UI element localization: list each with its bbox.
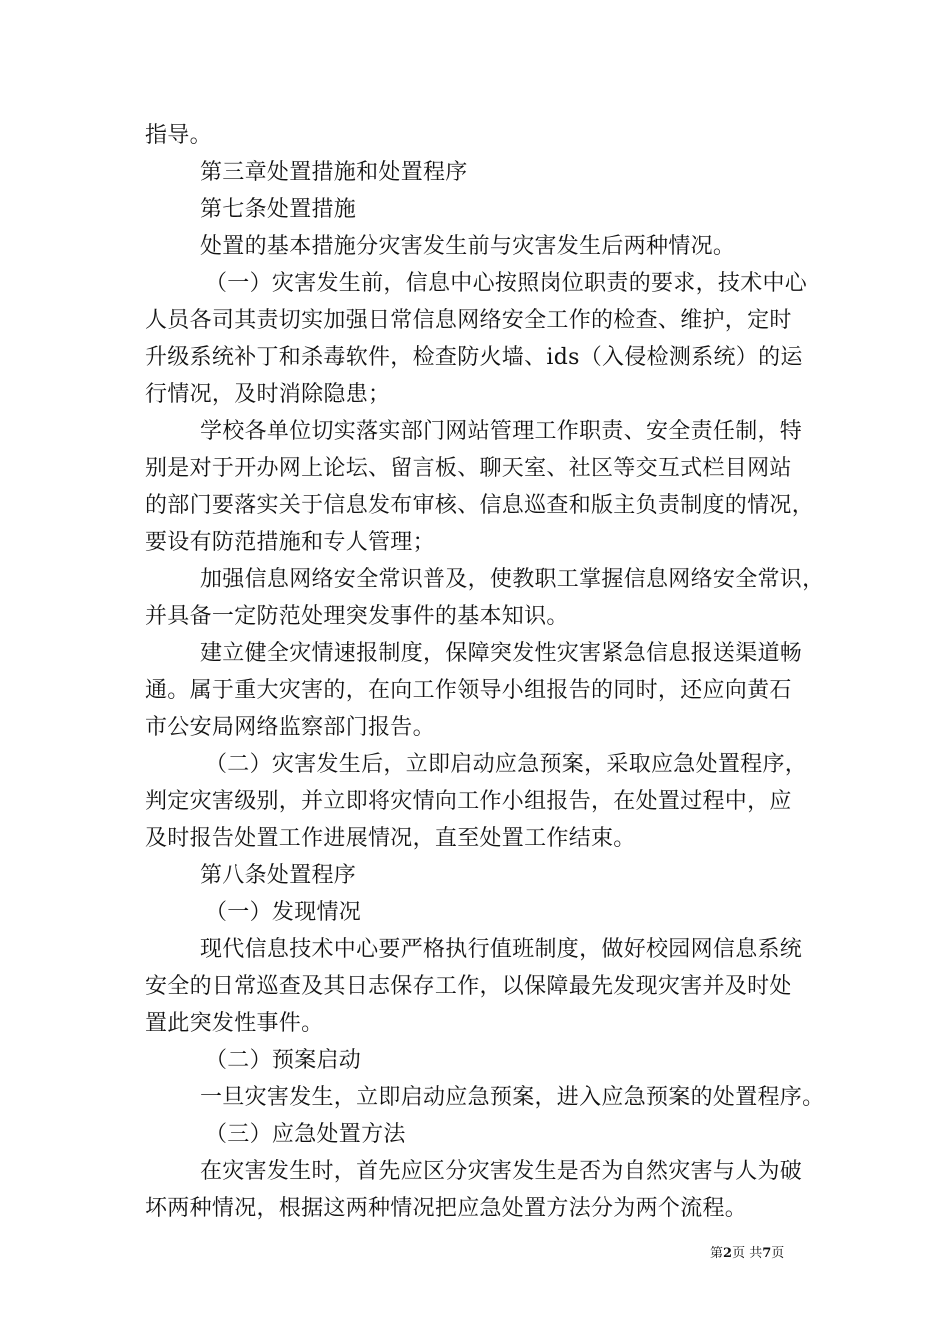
footer-suffix: 页 — [771, 1246, 785, 1261]
text-line: 并具备一定防范处理突发事件的基本知识。 — [145, 604, 569, 629]
text-line: 及时报告处置工作进展情况，直至处置工作结束。 — [145, 826, 636, 851]
chapter-heading: 第三章处置措施和处置程序 — [200, 160, 468, 185]
text-line: 的部门要落实关于信息发布审核、信息巡查和版主负责制度的情况， — [145, 493, 815, 518]
text-line: 指导。 — [145, 123, 212, 148]
text-line: 人员各司其责切实加强日常信息网络安全工作的检查、维护，定时 — [145, 308, 792, 333]
text-line: 市公安局网络监察部门报告。 — [145, 715, 435, 740]
text-line: （二）灾害发生后，立即启动应急预案，采取应急处置程序， — [205, 752, 808, 777]
text-line: 加强信息网络安全常识普及，使教职工掌握信息网络安全常识， — [200, 567, 825, 592]
text-line: 在灾害发生时，首先应区分灾害发生是否为自然灾害与人为破 — [200, 1159, 803, 1184]
text-line: 坏两种情况，根据这两种情况把应急处置方法分为两个流程。 — [145, 1196, 748, 1221]
text-line: 要设有防范措施和专人管理； — [145, 530, 435, 555]
text-line: 别是对于开办网上论坛、留言板、聊天室、社区等交互式栏目网站 — [145, 456, 792, 481]
text-line: 学校各单位切实落实部门网站管理工作职责、安全责任制，特 — [200, 419, 803, 444]
text-line: 一旦灾害发生，立即启动应急预案，进入应急预案的处置程序。 — [200, 1085, 825, 1110]
text-line: 建立健全灾情速报制度，保障突发性灾害紧急信息报送渠道畅 — [200, 641, 803, 666]
section-heading: （一）发现情况 — [205, 900, 362, 925]
text-line: 判定灾害级别，并立即将灾情向工作小组报告，在处置过程中，应 — [145, 789, 792, 814]
text-line: 行情况，及时消除隐患； — [145, 382, 391, 407]
article-heading: 第八条处置程序 — [200, 863, 357, 888]
footer-middle: 页 共 — [732, 1246, 763, 1261]
total-pages-number: 7 — [762, 1246, 772, 1261]
text-line: 现代信息技术中心要严格执行值班制度，做好校园网信息系统 — [200, 937, 803, 962]
text-line: 处置的基本措施分灾害发生前与灾害发生后两种情况。 — [200, 234, 736, 259]
section-heading: （二）预案启动 — [205, 1048, 362, 1073]
text-line: 升级系统补丁和杀毒软件，检查防火墙、ids（入侵检测系统）的运 — [145, 345, 803, 370]
text-line: 安全的日常巡查及其日志保存工作，以保障最先发现灾害并及时处 — [145, 974, 792, 999]
text-line: 置此突发性事件。 — [145, 1011, 324, 1036]
page-footer — [710, 1244, 784, 1264]
footer-prefix: 第 — [710, 1246, 724, 1261]
current-page-number: 2 — [723, 1246, 733, 1261]
article-heading: 第七条处置措施 — [200, 197, 357, 222]
section-heading: （三）应急处置方法 — [205, 1122, 406, 1147]
text-line: 通。属于重大灾害的，在向工作领导小组报告的同时，还应向黄石 — [145, 678, 792, 703]
text-line: （一）灾害发生前，信息中心按照岗位职责的要求，技术中心 — [205, 271, 808, 296]
